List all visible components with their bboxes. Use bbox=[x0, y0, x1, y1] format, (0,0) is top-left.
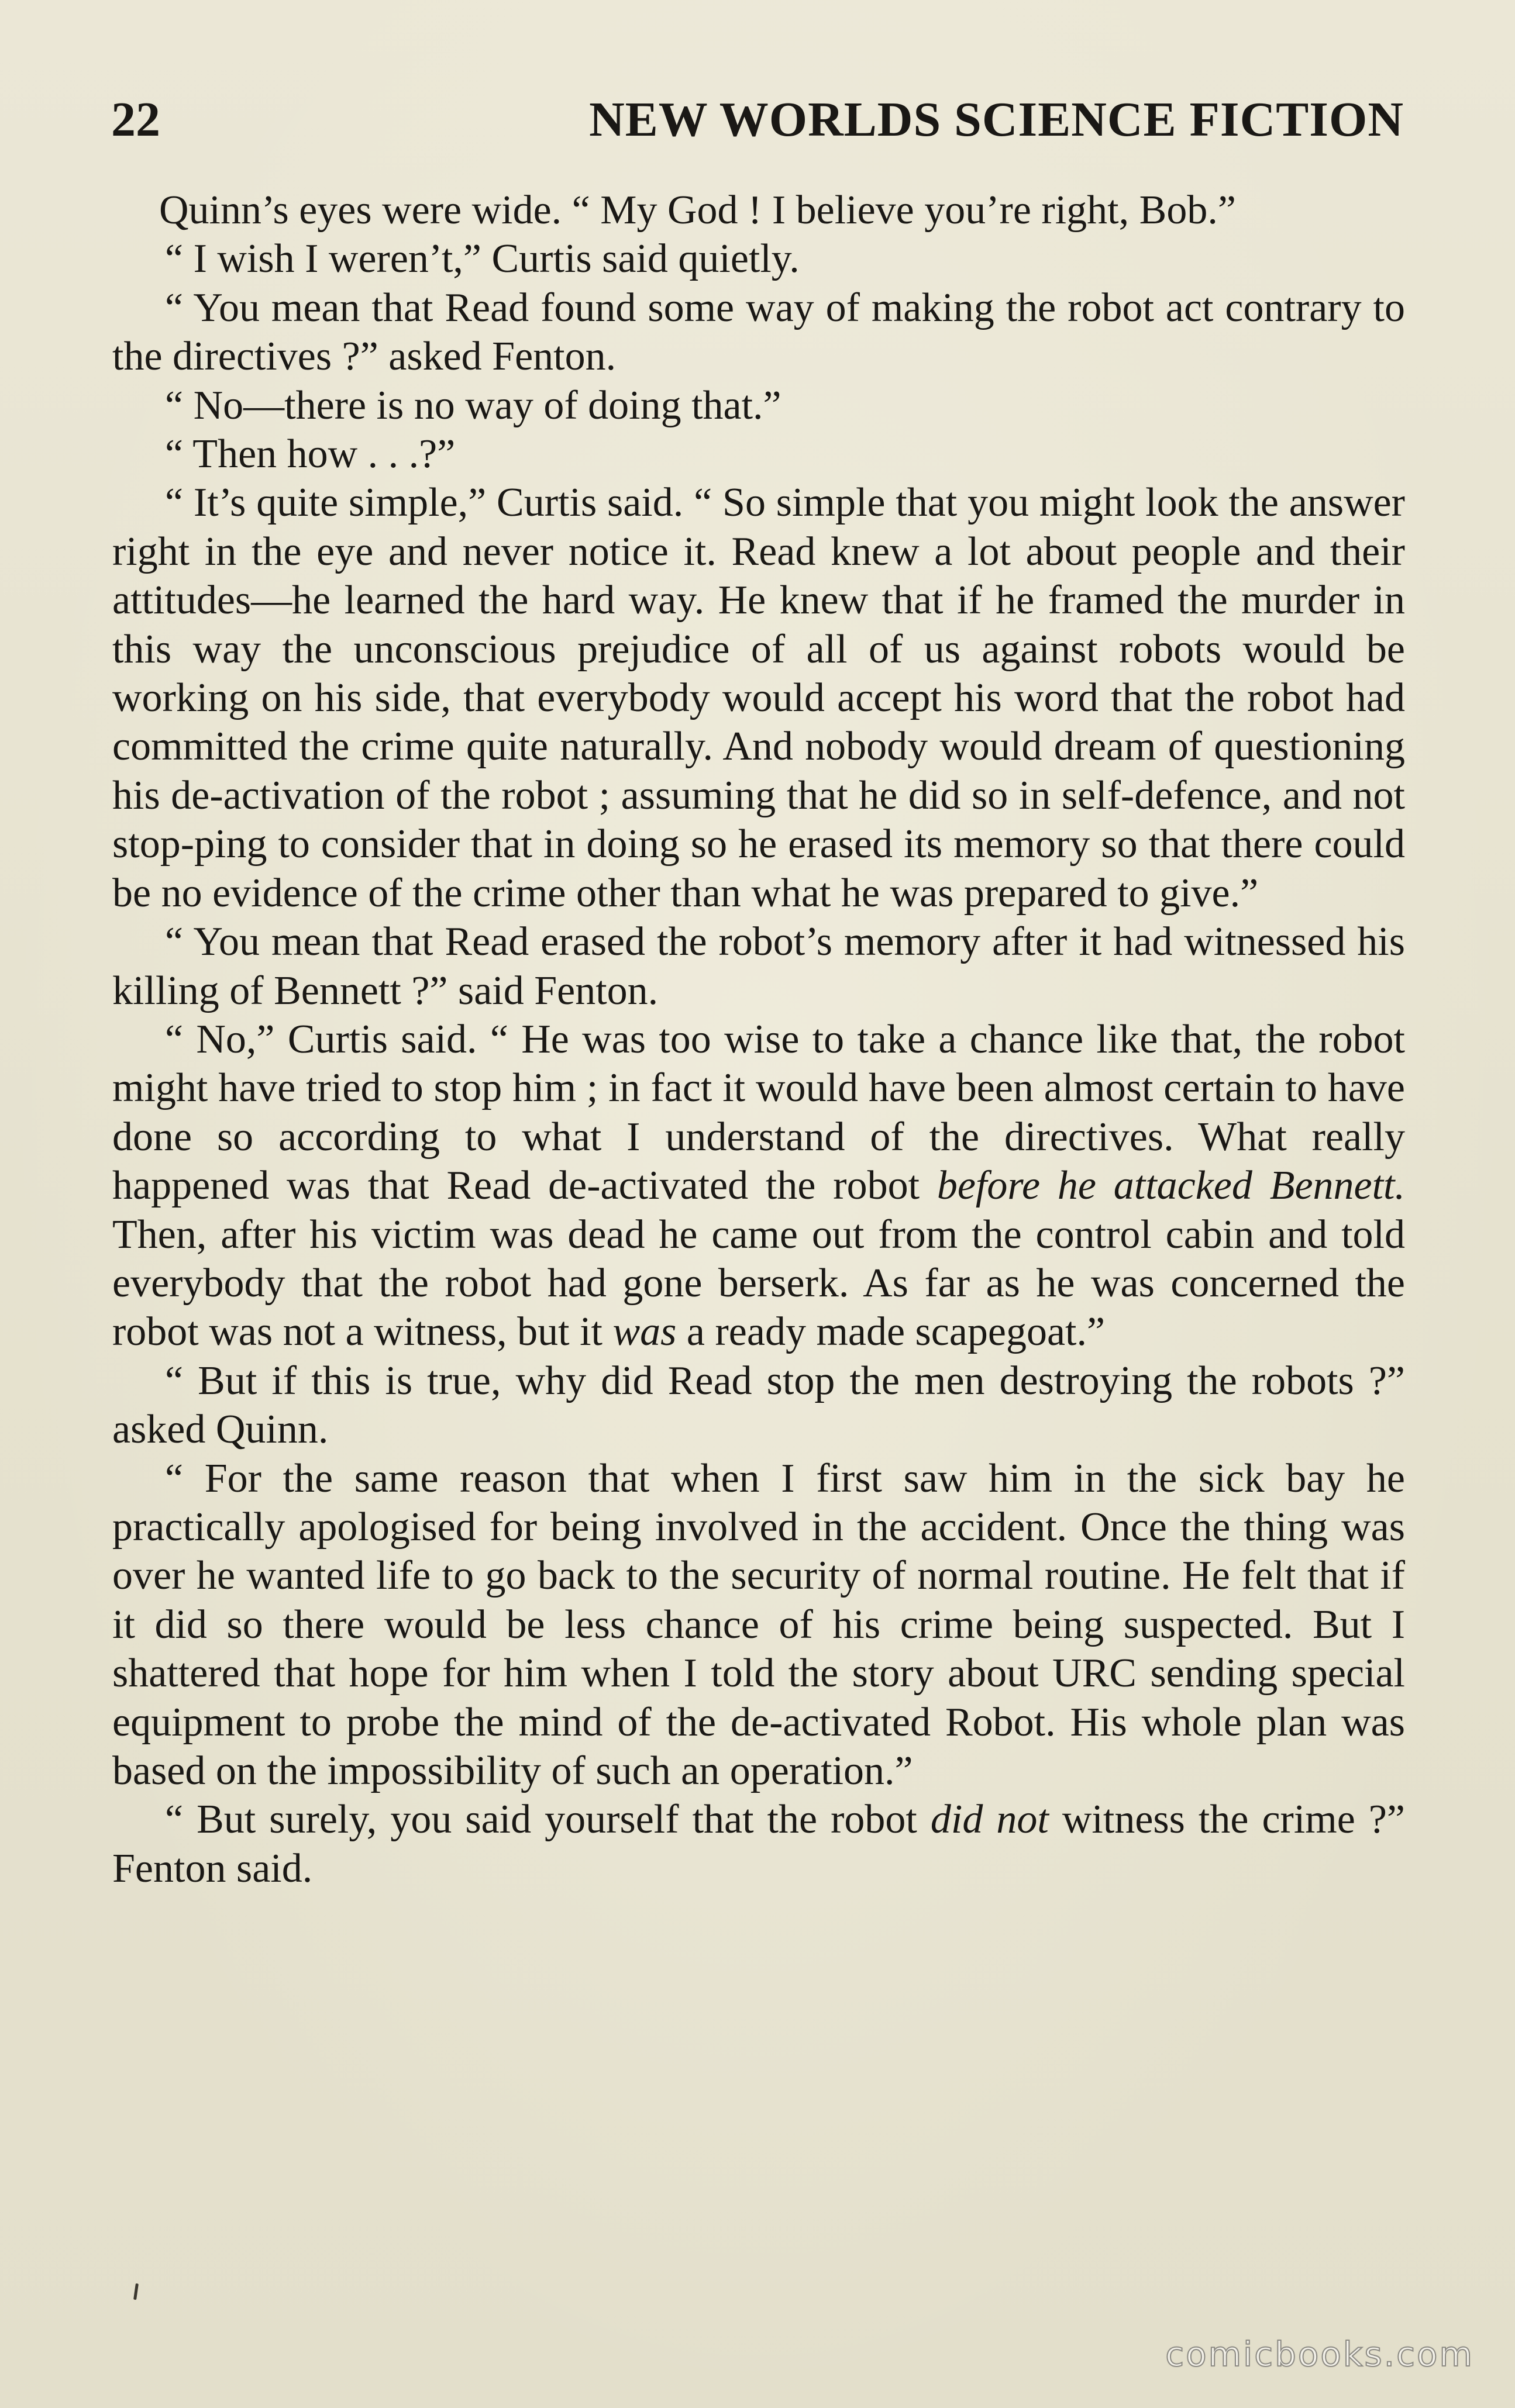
ink-speck bbox=[133, 2283, 139, 2300]
paragraph-10: “ For the same reason that when I first saw him in the sick bay he practically apologised for being involved in the accident. Once the thing was over he wanted life to go back to the security of normal routine. He felt that if it did so there would be less chance of his crime being suspected. But I shattered that hope for him when I told the story about URC sending special equipment to probe the mind of the de-activated Robot. His whole plan was based on the impossibility of such an operation.” bbox=[112, 1455, 1405, 1793]
paragraph-8: “ No,” Curtis said. “ He was too wise to take a chance like that, the robot might have tried to stop him ; in fact it would have been almost certain to have done so according to what I understand of the directives. What really happened was that Read de-activated the robot before he attacked Bennett. Then, after his victim was dead he came out from the control cabin and told everybody that the robot had gone berserk. As far as he was concerned the robot was not a witness, but it was a ready made scapegoat.” bbox=[112, 1016, 1405, 1355]
paragraph-2: “ I wish I weren’t,” Curtis said quietly. bbox=[165, 236, 800, 282]
watermark: comicbooks.com bbox=[1165, 2334, 1474, 2374]
italic-emphasis: did not bbox=[930, 1797, 1049, 1843]
paragraph-6: “ It’s quite simple,” Curtis said. “ So simple that you might look the answer right in the eye and never notice it. Read knew a lot about people and their attitudes—he learned the hard way. He knew that if he framed the murder in this way the unconscious prejudice of all of us against robots would be working on his side, that everybody would accept his word that the robot had committed the crime quite naturally. And nobody would dream of questioning his de-activation of the robot ; assuming that he did so in self-defence, and not stop-ping to consider that in doing so he erased its memory so that there could be no evidence of the crime other than what he was prepared to give.” bbox=[112, 480, 1405, 916]
paragraph-9: “ But if this is true, why did Read stop the men destroying the robots ?” asked Quinn. bbox=[112, 1358, 1405, 1453]
italic-emphasis: was bbox=[612, 1309, 677, 1355]
page-number: 22 bbox=[111, 92, 160, 147]
paragraph-11: “ But surely, you said yourself that the robot did not witness the crime ?” Fenton said. bbox=[112, 1797, 1405, 1891]
story-text bbox=[112, 186, 1405, 1893]
running-head bbox=[111, 88, 1404, 152]
paragraph-4: “ No—there is no way of doing that.” bbox=[165, 382, 781, 428]
italic-emphasis: before he attacked Bennett. bbox=[936, 1163, 1405, 1209]
paragraph-1: Quinn’s eyes were wide. “ My God ! I believe you’re right, Bob.” bbox=[159, 188, 1236, 233]
paragraph-3: “ You mean that Read found some way of making the robot act contrary to the directives ?” asked Fenton. bbox=[112, 285, 1405, 380]
paragraph-5: “ Then how . . .?” bbox=[165, 432, 456, 477]
journal-title: NEW WORLDS SCIENCE FICTION bbox=[589, 92, 1404, 147]
paragraph-7: “ You mean that Read erased the robot’s memory after it had witnessed his killing of Bennett ?” said Fenton. bbox=[112, 919, 1405, 1013]
